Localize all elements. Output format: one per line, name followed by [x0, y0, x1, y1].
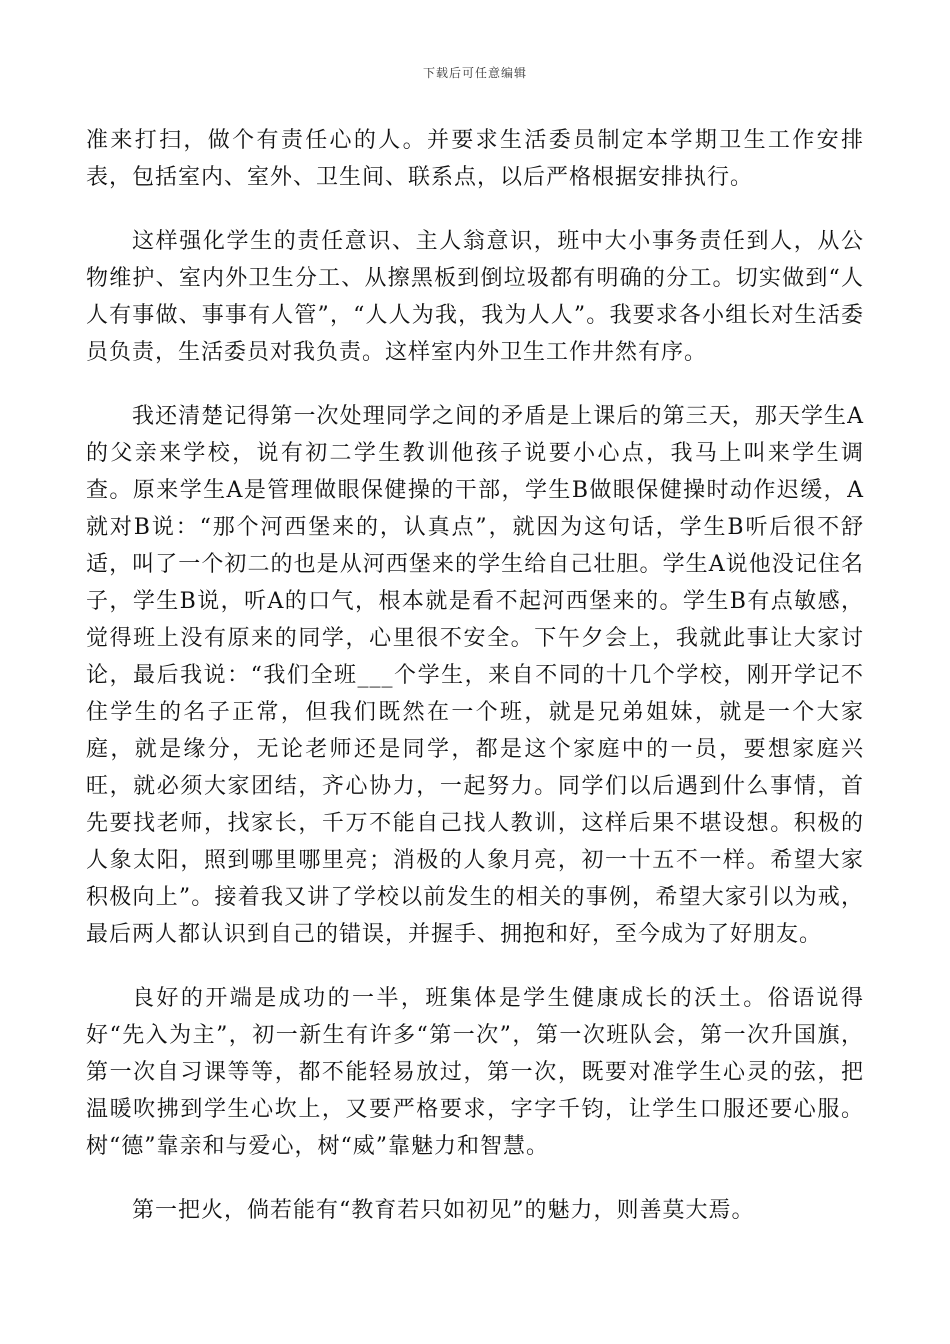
document-body [86, 122, 864, 1256]
paragraph-good-start: 良好的开端是成功的一半，班集体是学生健康成长的沃土。俗语说得好“先入为主”，初一新生有许多“第一次”，第一次班队会，第一次升国旗，第一次自习课等等，都不能轻易放过，第一次，既要对准学生心灵的弦，把温暖吹拂到学生心坎上，又要严格要求，字字千钧，让学生口服还要心服。树“德”靠亲和与爱心，树“威”靠魅力和智慧。 [86, 986, 864, 1159]
page-header-note: 下载后可任意编辑 [422, 66, 527, 80]
paragraph-continuation: 准来打扫，做个有责任心的人。并要求生活委员制定本学期卫生工作安排表，包括室内、室外、卫生间、联系点，以后严格根据安排执行。 [86, 128, 864, 190]
paragraph-responsibility: 这样强化学生的责任意识、主人翁意识，班中大小事务责任到人，从公物维护、室内外卫生分工、从擦黑板到倒垃圾都有明确的分工。切实做到“人人有事做、事事有人管”，“人人为我，我为人人”。我要求各小组长对生活委员负责，生活委员对我负责。这样室内外卫生工作井然有序。 [86, 229, 864, 365]
paragraph-conflict-story: 我还清楚记得第一次处理同学之间的矛盾是上课后的第三天，那天学生A的父亲来学校，说有初二学生教训他孩子说要小心点，我马上叫来学生调查。原来学生A是管理做眼保健操的干部，学生B做眼保健操时动作迟缓，A就对B说：“那个河西堡来的，认真点”，就因为这句话，学生B听后很不舒适，叫了一个初二的也是从河西堡来的学生给自己壮胆。学生A说他没记住名子，学生B说，听A的口气，根本就是看不起河西堡来的。学生B有点敏感，觉得班上没有原来的同学，心里很不安全。下午夕会上，我就此事让大家讨论，最后我说：“我们全班___个学生，来自不同的十几个学校，刚开学记不住学生的名子正常，但我们既然在一个班，就是兄弟姐妹，就是一个大家庭，就是缘分，无论老师还是同学，都是这个家庭中的一员，要想家庭兴旺，就必须大家团结，齐心协力，一起努力。同学们以后遇到什么事情，首先要找老师，找家长，千万不能自己找人教训，这样后果不堪设想。积极的人象太阳，照到哪里哪里亮；消极的人象月亮，初一十五不一样。希望大家积极向上”。接着我又讲了学校以前发生的相关的事例，希望大家引以为戒，最后两人都认识到自己的错误，并握手、拥抱和好，至今成为了好朋友。 [86, 404, 864, 947]
paragraph-conclusion: 第一把火，倘若能有“教育若只如初见”的魅力，则善莫大焉。 [132, 1198, 755, 1223]
